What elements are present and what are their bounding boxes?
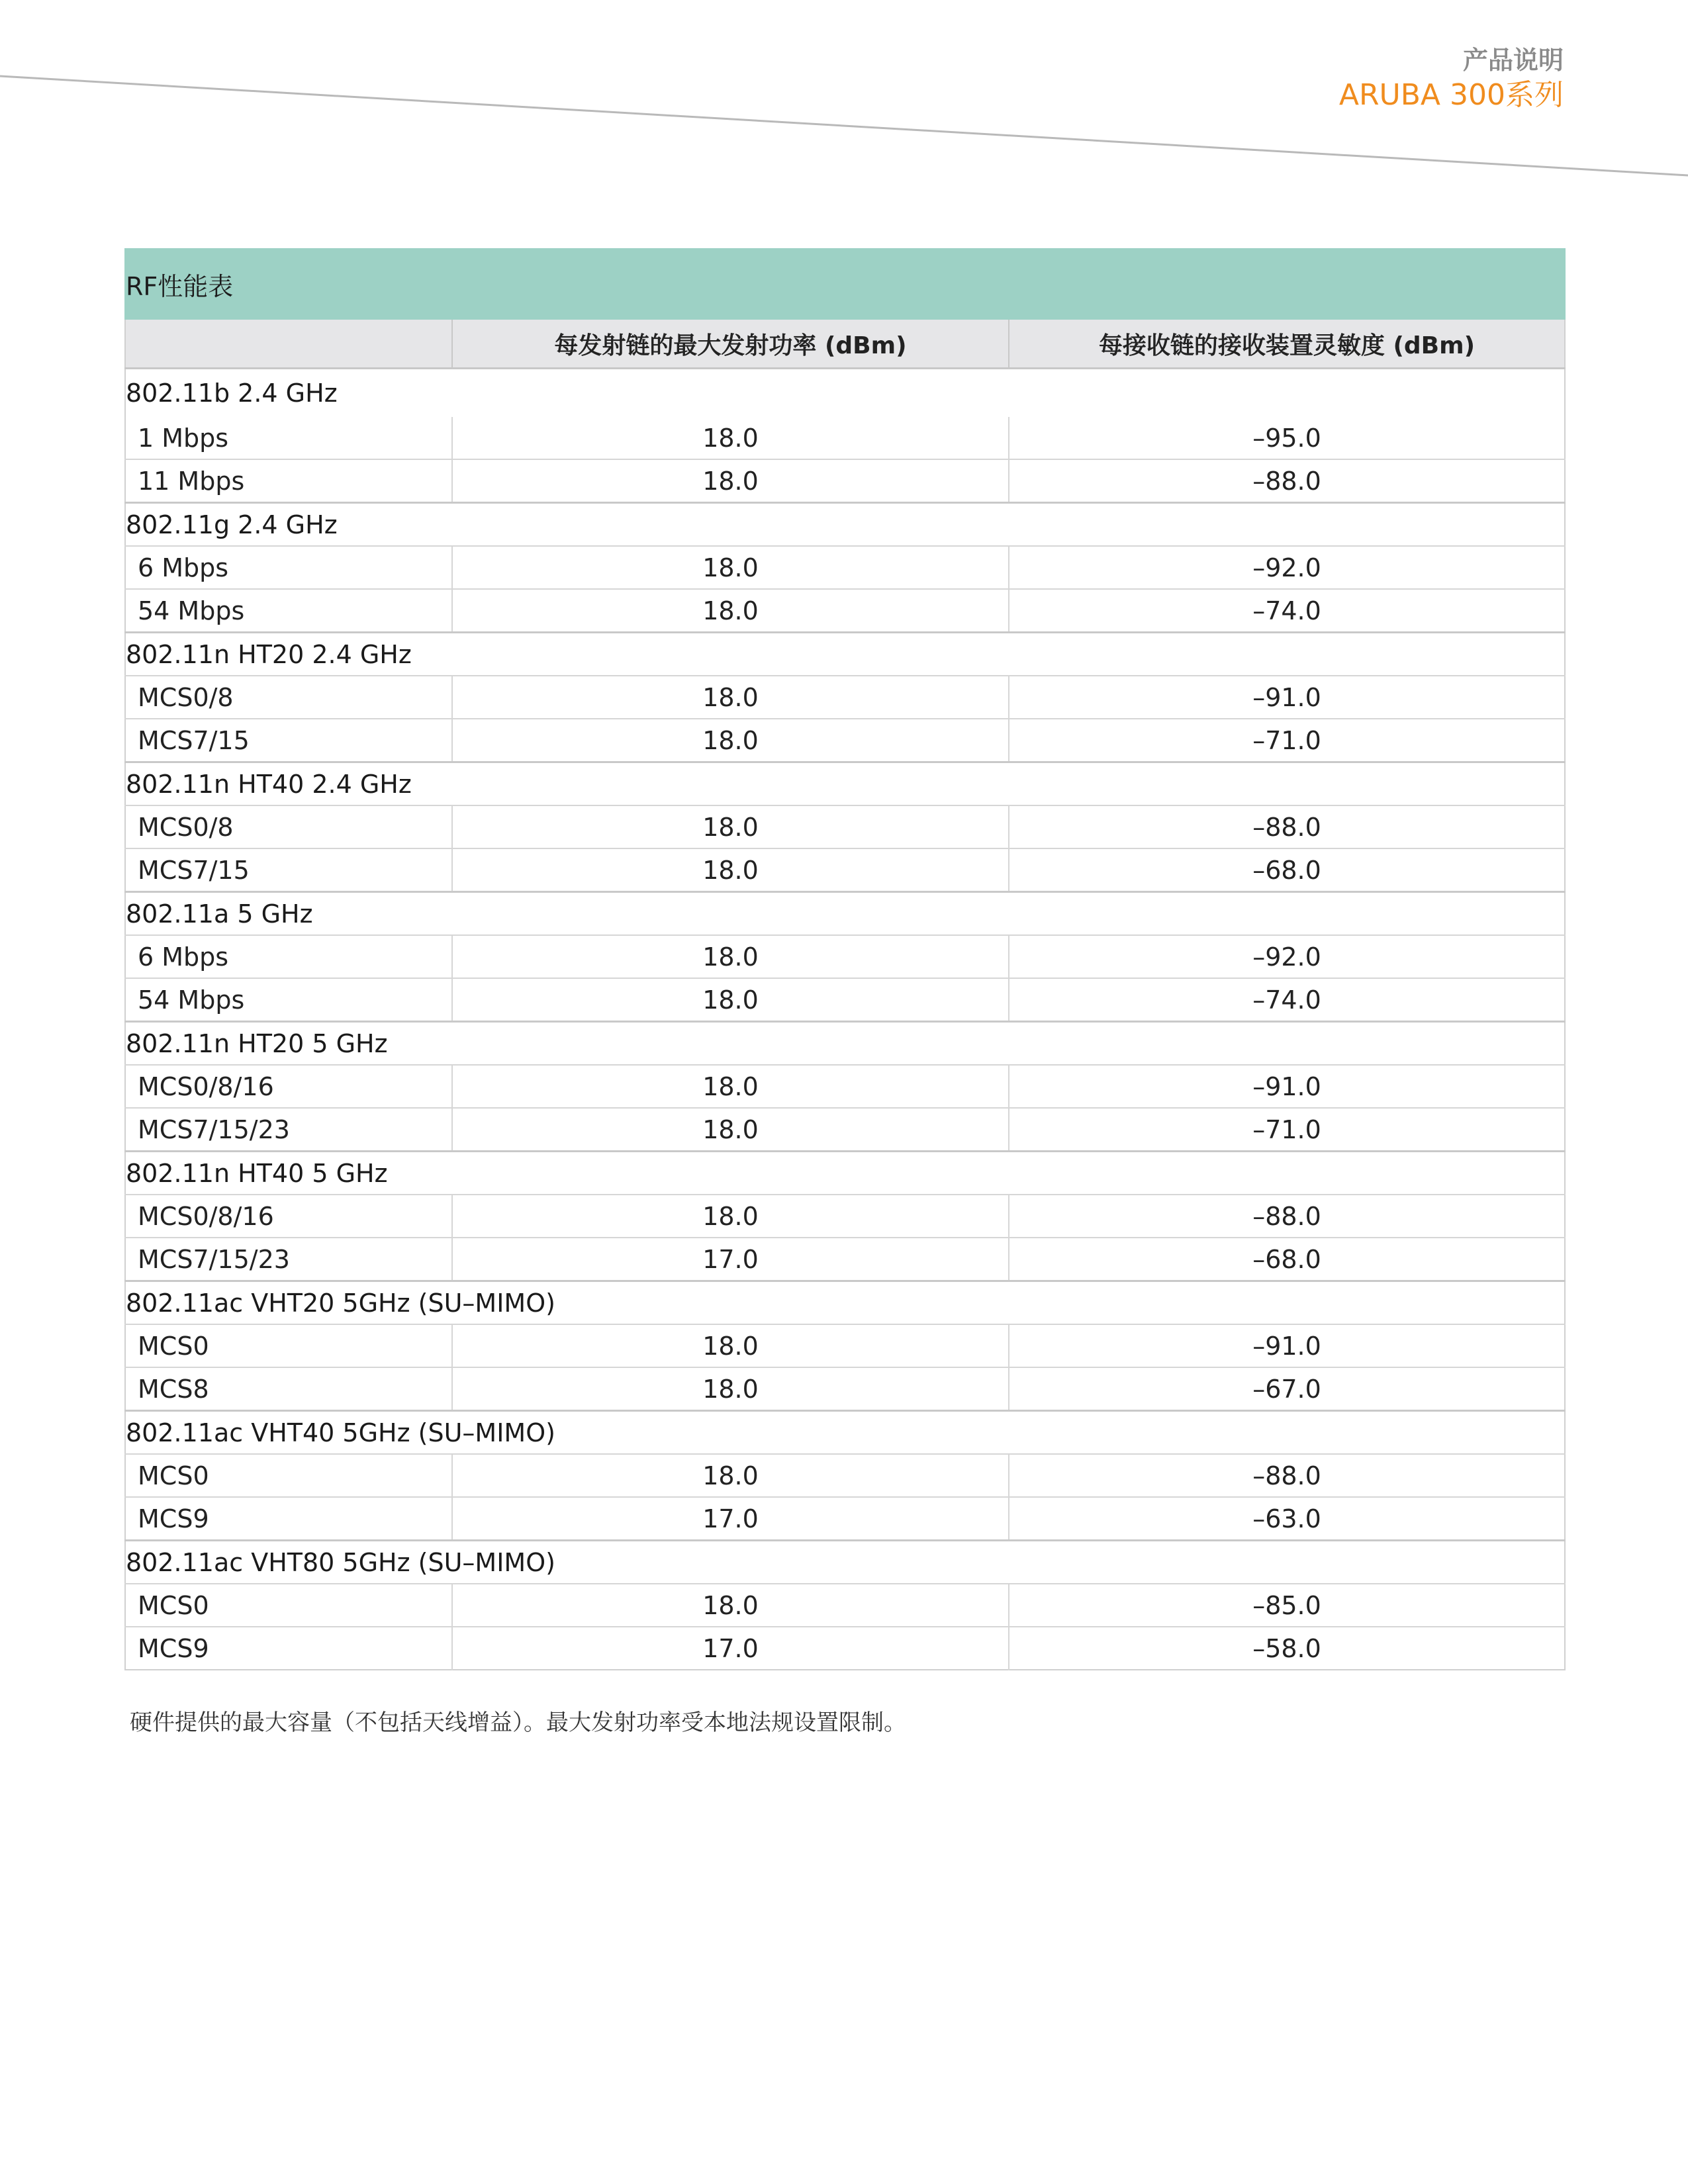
table-row — [125, 1195, 1565, 1238]
tx-power-cell: 18.0 — [452, 1108, 1009, 1152]
rate-cell: MCS8 — [125, 1367, 452, 1411]
table-row — [125, 1367, 1565, 1411]
table-row — [125, 1627, 1565, 1670]
rate-cell: MCS0/8 — [125, 805, 452, 848]
table-header-row — [125, 319, 1565, 369]
column-header-rx-sensitivity: 每接收链的接收装置灵敏度 (dBm) — [1009, 319, 1565, 369]
group-label: 802.11a 5 GHz — [125, 892, 1565, 936]
tx-power-cell: 18.0 — [452, 589, 1009, 633]
group-label: 802.11b 2.4 GHz — [126, 379, 338, 408]
rx-sensitivity-cell: –71.0 — [1009, 1108, 1565, 1152]
tx-power-cell: 18.0 — [452, 1454, 1009, 1497]
table-row — [125, 848, 1565, 892]
tx-power-cell: 18.0 — [452, 848, 1009, 892]
document-type-label: 产品说明 — [1462, 46, 1564, 75]
tx-power-cell: 18.0 — [452, 1065, 1009, 1108]
rate-cell: MCS7/15 — [125, 719, 452, 762]
table-body — [125, 369, 1565, 1670]
rx-sensitivity-cell: –91.0 — [1009, 1324, 1565, 1367]
group-label: 802.11n HT20 2.4 GHz — [125, 633, 1565, 676]
rate-cell: MCS7/15/23 — [125, 1238, 452, 1281]
rate-cell: MCS0 — [125, 1324, 452, 1367]
group-label: 802.11n HT40 5 GHz — [125, 1152, 1565, 1195]
rate-cell: MCS0/8/16 — [125, 1195, 452, 1238]
table-row — [125, 546, 1565, 589]
table-row — [125, 805, 1565, 848]
table-group-row — [125, 1281, 1565, 1325]
table-row — [125, 589, 1565, 633]
rx-sensitivity-cell: –85.0 — [1009, 1584, 1565, 1627]
rate-cell: MCS9 — [125, 1627, 452, 1670]
rx-sensitivity-cell: –91.0 — [1009, 676, 1565, 719]
rx-sensitivity-cell: –95.0 — [1252, 423, 1321, 453]
table-row — [125, 417, 1565, 459]
table-row — [125, 1454, 1565, 1497]
rx-sensitivity-cell: –58.0 — [1009, 1627, 1565, 1670]
table-row — [125, 719, 1565, 762]
tx-power-cell: 18.0 — [452, 1324, 1009, 1367]
table-row — [125, 1497, 1565, 1541]
group-label: 802.11n HT40 2.4 GHz — [125, 762, 1565, 806]
rx-sensitivity-cell: –92.0 — [1009, 546, 1565, 589]
tx-power-cell: 18.0 — [452, 1195, 1009, 1238]
tx-power-cell: 18.0 — [452, 978, 1009, 1022]
rate-cell: MCS0/8 — [125, 676, 452, 719]
rate-cell: 54 Mbps — [125, 589, 452, 633]
rate-cell: MCS7/15 — [125, 848, 452, 892]
table-row — [125, 1324, 1565, 1367]
footnote: 硬件提供的最大容量（不包括天线增益）。最大发射功率受本地法规设置限制。 — [130, 1709, 906, 1736]
group-label: 802.11n HT20 5 GHz — [125, 1022, 1565, 1066]
table-group-row — [125, 762, 1565, 806]
group-label: 802.11g 2.4 GHz — [125, 503, 1565, 547]
table-row — [125, 676, 1565, 719]
rate-cell: MCS7/15/23 — [125, 1108, 452, 1152]
rx-sensitivity-cell: –88.0 — [1009, 805, 1565, 848]
tx-power-cell: 18.0 — [452, 1367, 1009, 1411]
rf-performance-table — [124, 248, 1566, 1670]
tx-power-cell: 18.0 — [452, 417, 1009, 459]
rate-cell: 1 Mbps — [125, 417, 452, 459]
rate-cell: 54 Mbps — [125, 978, 452, 1022]
rx-sensitivity-cell: –91.0 — [1009, 1065, 1565, 1108]
group-label: 802.11ac VHT20 5GHz (SU–MIMO) — [125, 1281, 1565, 1325]
product-series-title: ARUBA 300系列 — [1338, 78, 1564, 112]
rx-sensitivity-cell: –88.0 — [1009, 1454, 1565, 1497]
table-group-row — [125, 1411, 1565, 1455]
table-row — [125, 978, 1565, 1022]
tx-power-cell: 18.0 — [452, 546, 1009, 589]
tx-power-cell: 17.0 — [452, 1238, 1009, 1281]
column-header-rate — [125, 319, 452, 369]
tx-power-cell: 18.0 — [452, 805, 1009, 848]
tx-power-cell: 18.0 — [452, 459, 1009, 503]
rx-sensitivity-cell: –68.0 — [1009, 1238, 1565, 1281]
tx-power-cell: 17.0 — [452, 1497, 1009, 1541]
table-group-row — [125, 1022, 1565, 1066]
tx-power-cell: 18.0 — [452, 1584, 1009, 1627]
tx-power-cell: 18.0 — [452, 676, 1009, 719]
table-row — [125, 1238, 1565, 1281]
rx-sensitivity-cell: –67.0 — [1009, 1367, 1565, 1411]
table-group-row — [125, 633, 1565, 676]
table-row — [125, 1584, 1565, 1627]
table-row — [125, 1108, 1565, 1152]
group-label: 802.11ac VHT40 5GHz (SU–MIMO) — [125, 1411, 1565, 1455]
rate-cell: MCS0 — [125, 1584, 452, 1627]
rx-sensitivity-cell: –63.0 — [1009, 1497, 1565, 1541]
table-group-row — [125, 503, 1565, 547]
rx-sensitivity-cell: –88.0 — [1009, 459, 1565, 503]
page-header — [1339, 44, 1564, 114]
rate-cell: MCS0 — [125, 1454, 452, 1497]
group-label: 802.11ac VHT80 5GHz (SU–MIMO) — [125, 1541, 1565, 1584]
rate-cell: MCS9 — [125, 1497, 452, 1541]
tx-power-cell: 17.0 — [452, 1627, 1009, 1670]
rx-sensitivity-cell: –74.0 — [1009, 978, 1565, 1022]
table-group-row — [125, 1541, 1565, 1584]
rate-cell: 11 Mbps — [125, 459, 452, 503]
rx-sensitivity-cell: –71.0 — [1009, 719, 1565, 762]
table-group-row — [125, 892, 1565, 936]
column-header-tx-power: 每发射链的最大发射功率 (dBm) — [452, 319, 1009, 369]
rx-sensitivity-cell: –88.0 — [1009, 1195, 1565, 1238]
table-group-row — [125, 369, 1565, 418]
table-row — [125, 935, 1565, 978]
tx-power-cell: 18.0 — [452, 935, 1009, 978]
table-title: RF性能表 — [125, 249, 1565, 319]
table-row — [125, 1065, 1565, 1108]
table-group-row — [125, 1152, 1565, 1195]
tx-power-cell: 18.0 — [452, 719, 1009, 762]
rate-cell: 6 Mbps — [125, 546, 452, 589]
table-row — [125, 459, 1565, 503]
rate-cell: MCS0/8/16 — [125, 1065, 452, 1108]
table-title-row — [125, 249, 1565, 319]
rx-sensitivity-cell: –74.0 — [1009, 589, 1565, 633]
rate-cell: 6 Mbps — [125, 935, 452, 978]
rx-sensitivity-cell: –68.0 — [1009, 848, 1565, 892]
rx-sensitivity-cell: –92.0 — [1009, 935, 1565, 978]
